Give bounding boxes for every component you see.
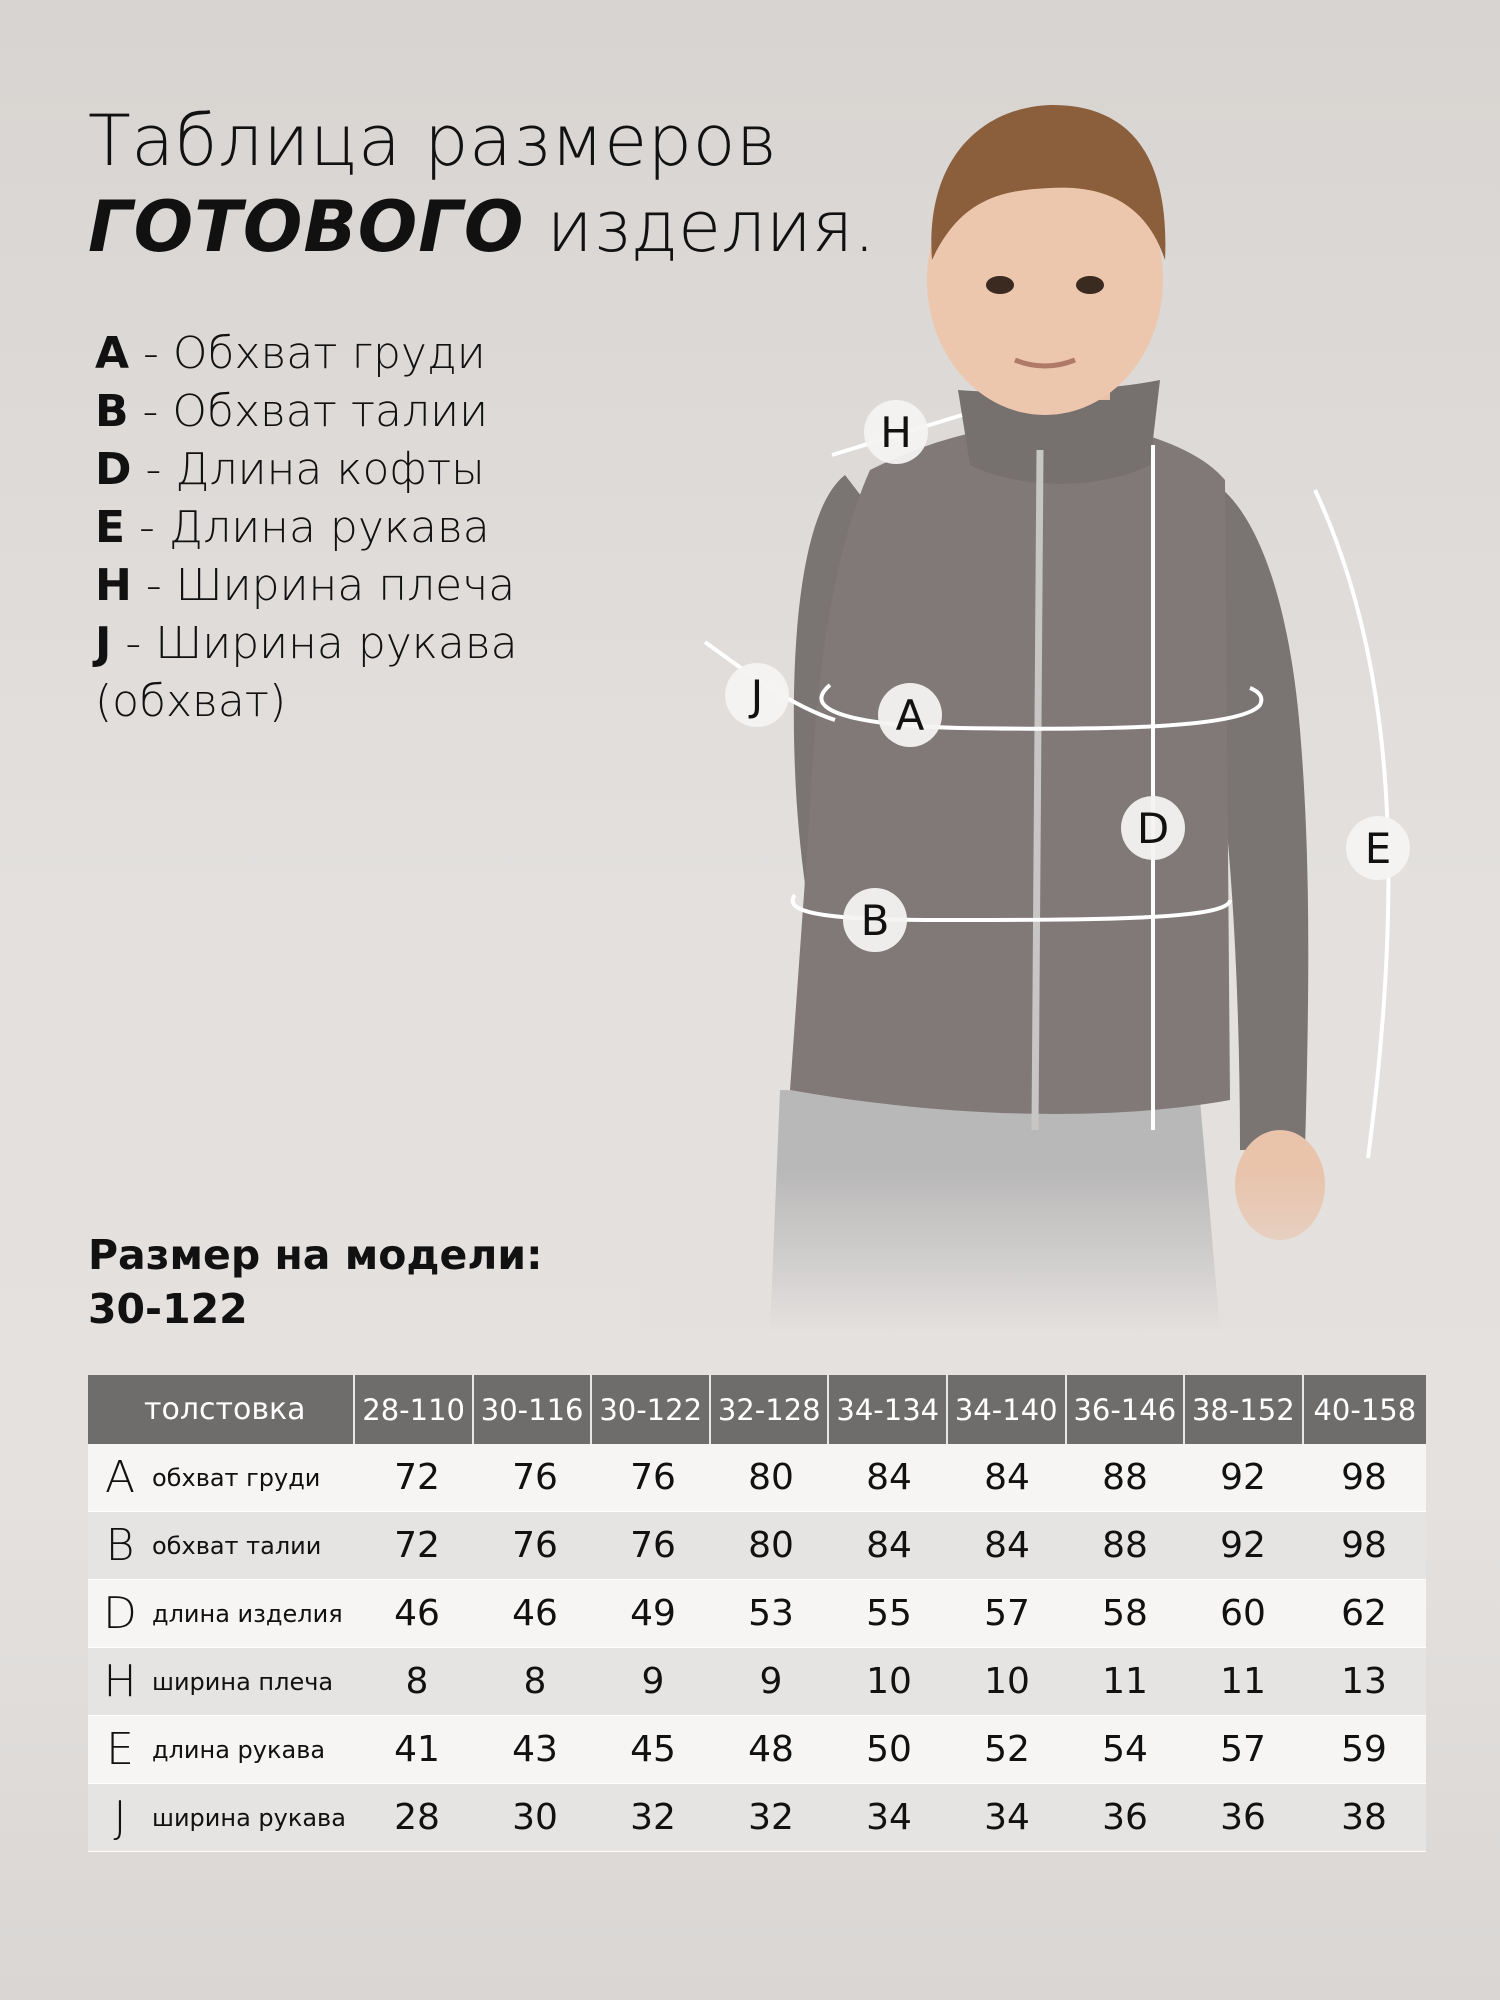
title-emphasis: ГОТОВОГО xyxy=(88,186,525,268)
svg-text:J: J xyxy=(750,671,764,720)
table-row xyxy=(88,1648,1426,1716)
table-cell: 50 xyxy=(866,1729,912,1770)
table-corner-label: толстовка xyxy=(88,1375,355,1444)
svg-text:E: E xyxy=(1364,824,1392,873)
svg-text:A: A xyxy=(895,691,925,740)
table-cell: 38 xyxy=(1341,1797,1387,1838)
table-cell: 84 xyxy=(984,1525,1030,1566)
table-cell: 46 xyxy=(512,1593,558,1634)
row-label: длина изделия xyxy=(152,1599,343,1628)
row-label: обхват талии xyxy=(152,1531,322,1560)
table-cell: 13 xyxy=(1341,1661,1387,1702)
jacket-body xyxy=(790,425,1230,1114)
table-cell: 53 xyxy=(748,1593,794,1634)
table-cell: 11 xyxy=(1220,1661,1266,1702)
table-cell: 45 xyxy=(630,1729,676,1770)
svg-text:D: D xyxy=(1136,804,1170,853)
page-title-line1: Таблица размеров xyxy=(88,100,778,182)
row-letter: D xyxy=(103,1588,137,1639)
table-cell: 8 xyxy=(523,1661,547,1702)
table-row xyxy=(88,1716,1426,1784)
table-cell: 36 xyxy=(1220,1797,1266,1838)
model-size-value: 30-122 xyxy=(88,1285,248,1333)
table-cell: 58 xyxy=(1102,1593,1148,1634)
table-cell: 76 xyxy=(630,1457,676,1498)
table-cell: 80 xyxy=(748,1525,794,1566)
table-cell: 54 xyxy=(1102,1729,1148,1770)
table-cell: 9 xyxy=(759,1661,783,1702)
table-cell: 48 xyxy=(748,1729,794,1770)
size-header: 36-146 xyxy=(1067,1375,1186,1444)
size-header: 30-122 xyxy=(592,1375,711,1444)
table-cell: 72 xyxy=(394,1525,440,1566)
table-row xyxy=(88,1444,1426,1512)
table-cell: 57 xyxy=(1220,1729,1266,1770)
row-label: ширина рукава xyxy=(152,1803,346,1832)
marker-e xyxy=(1346,816,1410,880)
row-label: ширина плеча xyxy=(152,1667,334,1696)
table-cell: 49 xyxy=(630,1593,676,1634)
marker-a xyxy=(878,683,942,747)
table-cell: 32 xyxy=(630,1797,676,1838)
table-cell: 84 xyxy=(866,1457,912,1498)
model-size-info xyxy=(88,1228,543,1336)
table-cell: 57 xyxy=(984,1593,1030,1634)
table-cell: 76 xyxy=(630,1525,676,1566)
table-cell: 84 xyxy=(866,1525,912,1566)
table-cell: 76 xyxy=(512,1457,558,1498)
row-label: обхват груди xyxy=(152,1463,321,1492)
table-cell: 88 xyxy=(1102,1525,1148,1566)
legend-item-h: H - Ширина плеча xyxy=(95,560,516,611)
table-cell: 32 xyxy=(748,1797,794,1838)
marker-h xyxy=(864,400,928,464)
table-cell: 36 xyxy=(1102,1797,1148,1838)
table-row xyxy=(88,1512,1426,1580)
table-cell: 98 xyxy=(1341,1525,1387,1566)
table-cell: 34 xyxy=(984,1797,1030,1838)
table-cell: 98 xyxy=(1341,1457,1387,1498)
row-letter: B xyxy=(105,1520,135,1571)
legend-item-j: J - Ширина рукава xyxy=(95,618,518,669)
marker-d xyxy=(1121,796,1185,860)
size-header: 30-116 xyxy=(474,1375,593,1444)
title-rest: изделия. xyxy=(524,186,876,268)
table-cell: 72 xyxy=(394,1457,440,1498)
model-photo xyxy=(640,90,1500,1330)
row-letter: H xyxy=(103,1656,137,1707)
table-cell: 55 xyxy=(866,1593,912,1634)
size-header: 32-128 xyxy=(711,1375,830,1444)
table-cell: 62 xyxy=(1341,1593,1387,1634)
table-cell: 52 xyxy=(984,1729,1030,1770)
table-cell: 59 xyxy=(1341,1729,1387,1770)
row-label: длина рукава xyxy=(152,1735,326,1764)
table-cell: 10 xyxy=(984,1661,1030,1702)
table-cell: 92 xyxy=(1220,1457,1266,1498)
table-cell: 80 xyxy=(748,1457,794,1498)
table-cell: 43 xyxy=(512,1729,558,1770)
size-header: 34-134 xyxy=(829,1375,948,1444)
marker-j xyxy=(725,663,789,727)
legend-item-j-note: (обхват) xyxy=(95,676,287,727)
row-letter: J xyxy=(113,1792,127,1843)
legend-item-d: D - Длина кофты xyxy=(95,444,485,495)
table-row xyxy=(88,1784,1426,1852)
table-cell: 88 xyxy=(1102,1457,1148,1498)
table-cell: 28 xyxy=(394,1797,440,1838)
size-header: 38-152 xyxy=(1185,1375,1304,1444)
table-cell: 84 xyxy=(984,1457,1030,1498)
table-cell: 76 xyxy=(512,1525,558,1566)
zipper xyxy=(1035,450,1040,1130)
table-cell: 30 xyxy=(512,1797,558,1838)
row-letter: A xyxy=(104,1452,136,1503)
svg-text:H: H xyxy=(880,408,912,457)
size-table xyxy=(88,1375,1426,1852)
table-cell: 8 xyxy=(405,1661,429,1702)
size-table-header xyxy=(88,1375,1426,1444)
table-cell: 34 xyxy=(866,1797,912,1838)
size-header: 40-158 xyxy=(1313,1392,1417,1427)
size-header: 34-140 xyxy=(948,1375,1067,1444)
table-cell: 92 xyxy=(1220,1525,1266,1566)
legend-item-b: B - Обхват талии xyxy=(95,386,489,437)
table-cell: 60 xyxy=(1220,1593,1266,1634)
row-letter: E xyxy=(106,1724,134,1775)
size-header: 28-110 xyxy=(355,1375,474,1444)
table-cell: 11 xyxy=(1102,1661,1148,1702)
table-row xyxy=(88,1580,1426,1648)
model-size-label: Размер на модели: xyxy=(88,1231,543,1279)
table-cell: 41 xyxy=(394,1729,440,1770)
svg-text:B: B xyxy=(860,896,890,945)
table-cell: 9 xyxy=(641,1661,665,1702)
table-cell: 46 xyxy=(394,1593,440,1634)
legend-item-a: A - Обхват груди xyxy=(95,328,486,379)
measurement-legend xyxy=(95,325,518,731)
table-cell: 10 xyxy=(866,1661,912,1702)
size-table-body xyxy=(88,1444,1426,1852)
marker-b xyxy=(843,888,907,952)
legend-item-e: E - Длина рукава xyxy=(95,502,490,553)
